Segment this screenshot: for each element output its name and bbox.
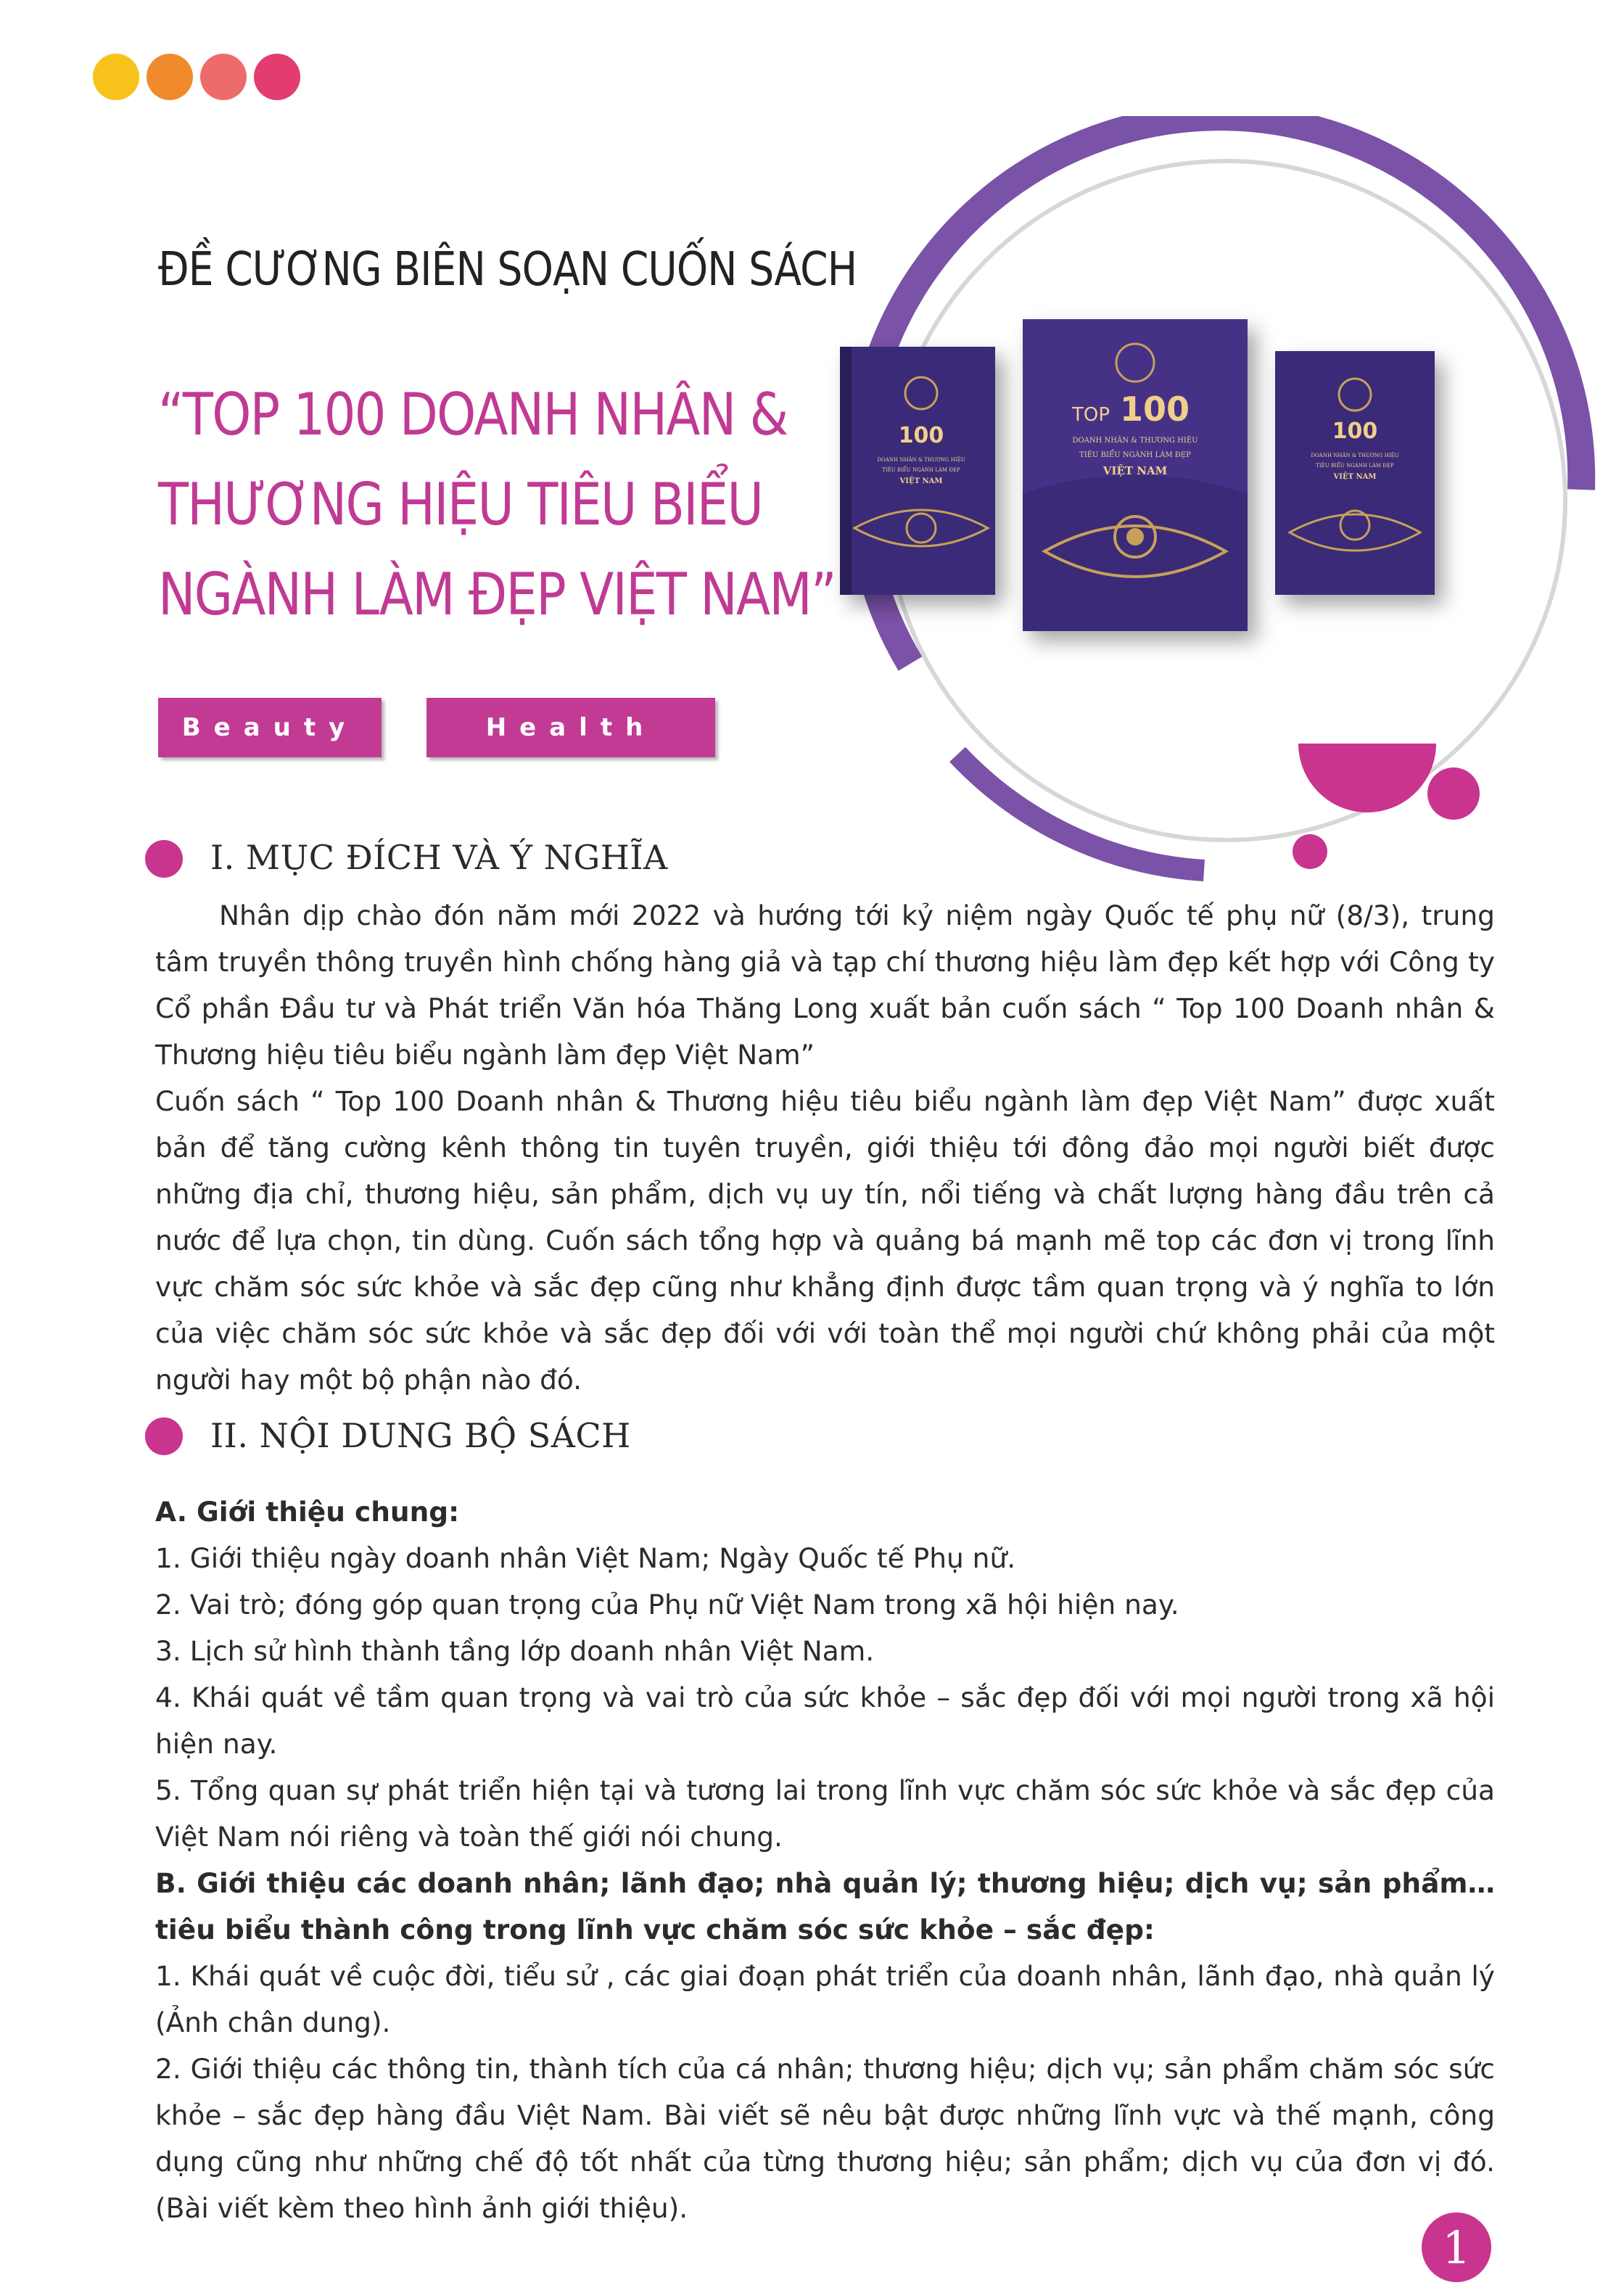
part-a-item-2: 2. Vai trò; đóng góp quan trọng của Phụ nữ Việt Nam trong xã hội hiện nay.	[155, 1589, 1179, 1621]
book-right-number: 100	[1332, 419, 1378, 444]
decor-dot-coral	[200, 54, 247, 100]
part-a-item-1: 1. Giới thiệu ngày doanh nhân Việt Nam; Ngày Quốc tế Phụ nữ.	[155, 1542, 1016, 1574]
tag-beauty: Beauty	[158, 698, 382, 757]
part-b-item-1: 1. Khái quát về cuộc đời, tiểu sử , các giai đoạn phát triển của doanh nhân, lãnh đạo, nhà quản lý (Ảnh chân dung).	[155, 1960, 1495, 2038]
book-title	[158, 370, 836, 640]
part-a-title: A. Giới thiệu chung:	[155, 1496, 460, 1528]
book-title-line-3: NGÀNH LÀM ĐẸP VIỆT NAM”	[158, 561, 836, 628]
book-title-line-1: “TOP 100 DOANH NHÂN &	[158, 381, 788, 448]
section-2-body	[155, 1489, 1495, 2231]
book-left	[840, 347, 995, 595]
section-1-body	[155, 892, 1495, 1403]
page-number: 1	[1422, 2212, 1491, 2282]
section-1-paragraph-2: Cuốn sách “ Top 100 Doanh nhân & Thương hiệu tiêu biểu ngành làm đẹp Việt Nam” được xuất bản để tăng cường kênh thông tin tuyên truyền, giới thiệu tới đông đảo mọi người biết được những địa chỉ, thương hiệu, sản phẩm, dịch vụ uy tín, nổi tiếng và chất lượng hàng đầu trên cả nước để lựa chọn, tin dùng. Cuốn sách tổng hợp và quảng bá mạnh mẽ top các đơn vị trong lĩnh vực chăm sóc sức khỏe và sắc đẹp cũng như khẳng định được tầm quan trọng và ý nghĩa to lớn của việc chăm sóc sức khỏe và sắc đẹp đối với với toàn thể mọi người chứ không phải của một người hay một bộ phận nào đó.	[155, 1085, 1495, 1396]
book-left-line2: TIÊU BIỂU NGÀNH LÀM ĐẸP	[882, 467, 960, 473]
decor-dot-magenta-small	[1293, 834, 1327, 869]
part-a-item-5: 5. Tổng quan sự phát triển hiện tại và tương lai trong lĩnh vực chăm sóc sức khỏe và sắc đẹp của Việt Nam nói riêng và toàn thế giới nói chung.	[155, 1774, 1495, 1853]
document-subtitle: ĐỀ CƯƠNG BIÊN SOẠN CUỐN SÁCH	[158, 243, 857, 297]
book-left-number: 100	[898, 423, 944, 448]
book-right-line2: TIÊU BIỂU NGÀNH LÀM ĐẸP	[1316, 463, 1394, 469]
decor-dot-yellow	[93, 54, 139, 100]
book-center-line1: DOANH NHÂN & THƯƠNG HIỆU	[1072, 437, 1198, 445]
book-center-number: 100	[1119, 390, 1190, 429]
part-a-item-4: 4. Khái quát về tầm quan trọng và vai trò của sức khỏe – sắc đẹp đối với mọi người trong xã hội hiện nay.	[155, 1681, 1495, 1760]
part-b-item-2: 2. Giới thiệu các thông tin, thành tích của cá nhân; thương hiệu; dịch vụ; sản phẩm chăm sóc sức khỏe – sắc đẹp hàng đầu Việt Nam. Bài viết sẽ nêu bật được những lĩnh vực và thế mạnh, công dụng cũng như những chế độ tốt nhất của từng thương hiệu; sản phẩm; dịch vụ của đơn vị đó. (Bài viết kèm theo hình ảnh giới thiệu).	[155, 2053, 1495, 2224]
section-1-bullet	[145, 840, 183, 878]
book-left-line1: DOANH NHÂN & THƯƠNG HIỆU	[877, 457, 965, 463]
part-a-item-3: 3. Lịch sử hình thành tầng lớp doanh nhân Việt Nam.	[155, 1635, 875, 1667]
book-center-line3: VIỆT NAM	[1102, 464, 1168, 477]
part-b-title: B. Giới thiệu các doanh nhân; lãnh đạo; nhà quản lý; thương hiệu; dịch vụ; sản phẩm… tiêu biểu thành công trong lĩnh vực chăm sóc sức khỏe – sắc đẹp:	[155, 1867, 1495, 1946]
section-1-paragraph-1: Nhân dịp chào đón năm mới 2022 và hướng tới kỷ niệm ngày Quốc tế phụ nữ (8/3), trung tâm truyền thông truyền hình chống hàng giả và tạp chí thương hiệu làm đẹp kết hợp với Công ty Cổ phần Đầu tư và Phát triển Văn hóa Thăng Long xuất bản cuốn sách “ Top 100 Doanh nhân & Thương hiệu tiêu biểu ngành làm đẹp Việt Nam”	[155, 899, 1495, 1071]
section-2-bullet	[145, 1417, 183, 1455]
book-center-line2: TIÊU BIỂU NGÀNH LÀM ĐẸP	[1079, 451, 1191, 459]
book-center-top: TOP	[1071, 404, 1110, 426]
section-2-title: II. NỘI DUNG BỘ SÁCH	[210, 1416, 631, 1455]
book-title-line-2: THƯƠNG HIỆU TIÊU BIỂU	[158, 471, 763, 538]
decor-dot-pink	[254, 54, 300, 100]
tag-health: Health	[426, 698, 715, 757]
book-right-line3: VIỆT NAM	[1333, 473, 1377, 481]
book-right	[1275, 351, 1435, 595]
book-right-line1: DOANH NHÂN & THƯƠNG HIỆU	[1311, 453, 1399, 458]
section-1-title: I. MỤC ĐÍCH VÀ Ý NGHĨA	[210, 838, 668, 877]
decor-dot-magenta-large	[1427, 767, 1480, 820]
decor-dot-orange	[147, 54, 193, 100]
book-center	[1023, 319, 1248, 631]
book-left-line3: VIỆT NAM	[899, 477, 943, 485]
